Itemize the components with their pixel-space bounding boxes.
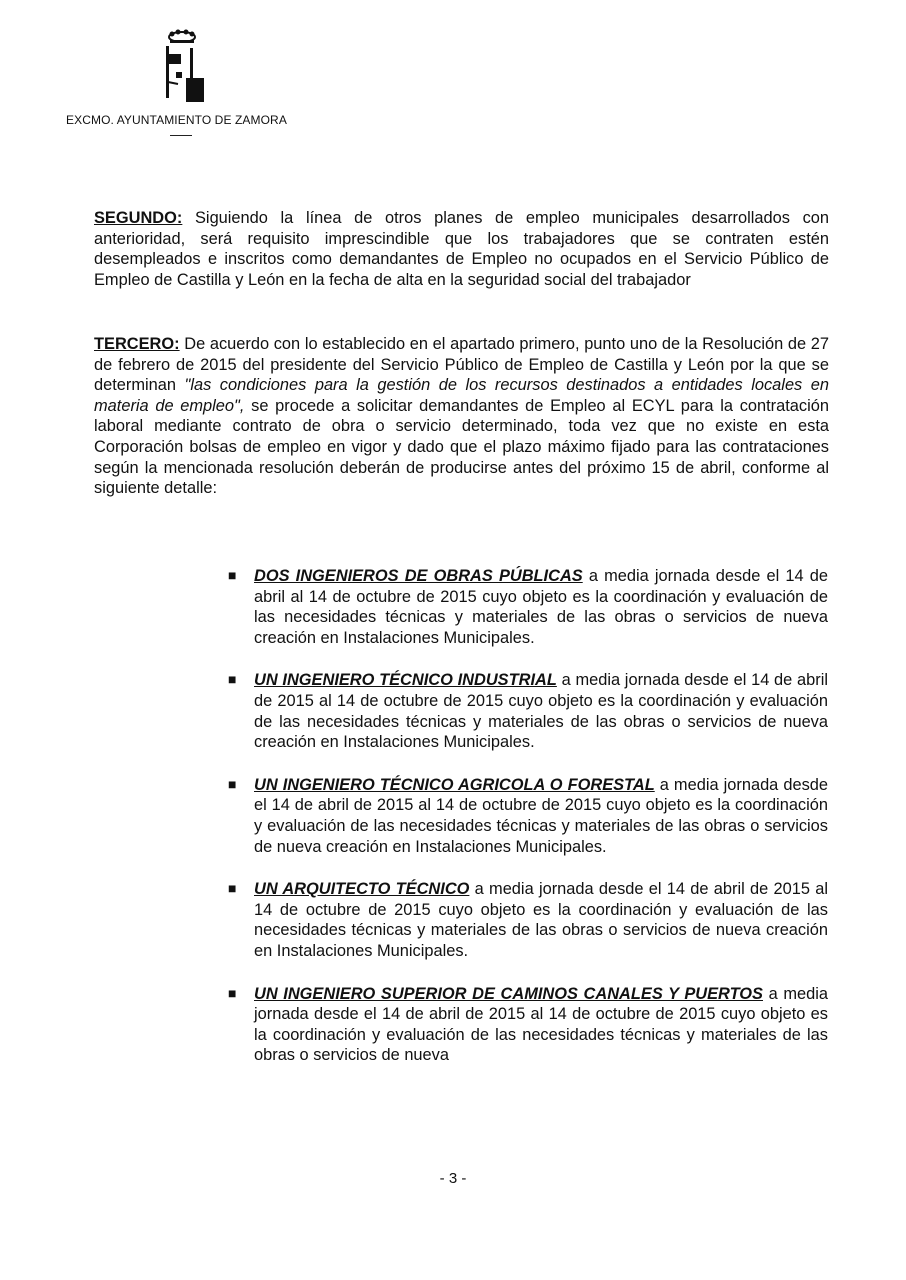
page-number: - 3 - — [439, 1170, 467, 1187]
bullet-icon: ■ — [228, 984, 237, 1001]
tercero-text-after: se procede a solicitar demandantes de Empleo al ECYL para la contratación laboral mediante contrato de obra o servicio determinado, toda vez que no existe en esta Corporación bolsas de empleo en vigor y dado que el plazo máximo fijado para las contrataciones según la mencionada resolución deberán de producirse antes del próximo 15 de abril, conforme al siguiente detalle: — [94, 396, 829, 498]
bullet-icon: ■ — [228, 567, 237, 583]
bullet-icon: ■ — [228, 775, 237, 792]
position-title: UN INGENIERO TÉCNICO AGRICOLA O FORESTAL — [254, 775, 655, 794]
header-divider — [170, 135, 192, 136]
position-description: a media jornada desde el 14 de abril de 2015 al 14 de octubre de 2015 cuyo objeto es la coordinación y evaluación de las necesidades técnicas y materiales de las obras o servicios de nueva creación en Instalaciones Municipales. — [254, 880, 828, 960]
list-item — [228, 670, 828, 752]
list-item — [228, 984, 828, 1066]
list-item — [228, 879, 828, 961]
organization-name: EXCMO. AYUNTAMIENTO DE ZAMORA — [66, 113, 287, 127]
position-description: a media jornada desde el 14 de abril de 2015 al 14 de octubre de 2015 cuyo objeto es la coordinación y evaluación de las necesidades técnicas y materiales de las obras o servicios de nueva creación en Instalaciones Municipales. — [254, 775, 829, 856]
bullet-icon: ■ — [228, 671, 237, 688]
position-title: UN INGENIERO SUPERIOR DE CAMINOS CANALES Y PUERTOS — [254, 984, 763, 1003]
paragraph-tercero — [94, 334, 829, 499]
segundo-heading: SEGUNDO: — [94, 209, 183, 227]
position-title: UN ARQUITECTO TÉCNICO — [254, 880, 470, 899]
position-list — [228, 566, 828, 1088]
tercero-heading: TERCERO: — [94, 335, 180, 353]
segundo-text: Siguiendo la línea de otros planes de empleo municipales desarrollados con anterioridad, será requisito imprescindible que los trabajadores que se contraten estén desempleados e inscritos como demandantes de Empleo no ocupados en el Servicio Público de Empleo de Castilla y León en la fecha de alta en la seguridad social del trabajador — [94, 209, 829, 289]
list-item — [228, 775, 828, 857]
list-item — [228, 566, 828, 648]
position-description: a media jornada desde el 14 de abril de 2015 al 14 de octubre de 2015 cuyo objeto es la coordinación y evaluación de las necesidades técnicas y materiales de las obras o servicios de nueva — [254, 984, 829, 1065]
bullet-icon: ■ — [228, 880, 237, 897]
municipal-coat-of-arms-icon — [156, 28, 208, 104]
paragraph-segundo — [94, 208, 829, 290]
tercero-quote: "las condiciones para la gestión de los recursos destinados a entidades locales en materia de empleo", — [94, 376, 829, 415]
position-title: DOS INGENIEROS DE OBRAS PÚBLICAS — [254, 567, 583, 585]
position-title: UN INGENIERO TÉCNICO INDUSTRIAL — [254, 671, 557, 690]
tercero-text-before: De acuerdo con lo establecido en el apartado primero, punto uno de la Resolución de 27 de febrero de 2015 del presidente del Servicio Público de Empleo de Castilla y León por la que se determinan — [94, 335, 829, 395]
position-description: a media jornada desde el 14 de abril al 14 de octubre de 2015 cuyo objeto es la coordinación y evaluación de las necesidades técnicas y materiales de las obras o servicios de nueva creación en Instalaciones Municipales. — [254, 567, 828, 647]
position-description: a media jornada desde el 14 de abril de 2015 al 14 de octubre de 2015 cuyo objeto es la coordinación y evaluación de las necesidades técnicas y materiales de las obras o servicios de nueva creación en Instalaciones Municipales. — [254, 671, 828, 752]
